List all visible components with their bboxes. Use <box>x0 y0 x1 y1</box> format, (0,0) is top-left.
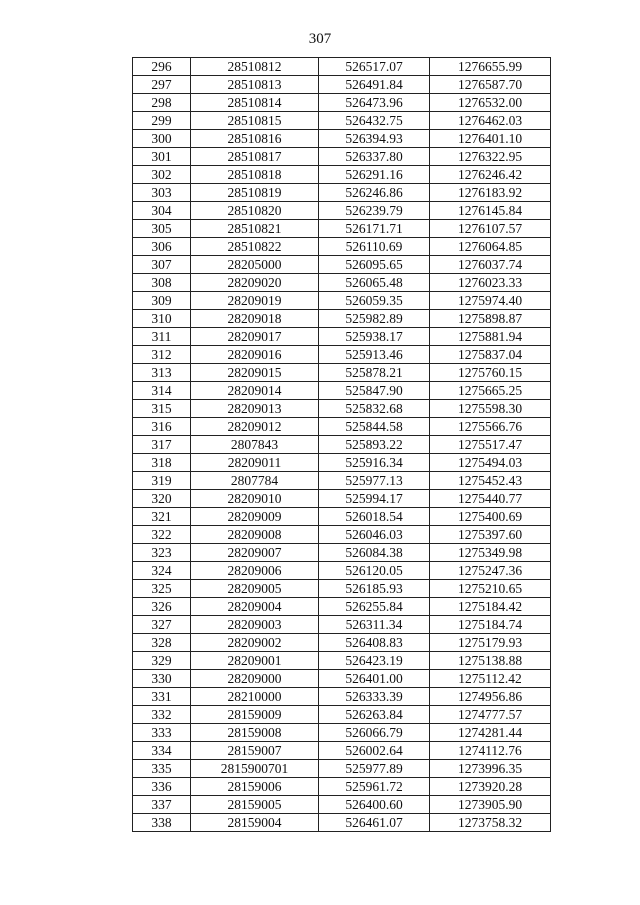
point-number-cell: 304 <box>133 202 191 220</box>
x-coordinate-cell: 526394.93 <box>319 130 430 148</box>
coordinates-table <box>132 57 551 832</box>
point-code-cell: 28209002 <box>191 634 319 652</box>
y-coordinate-cell: 1275566.76 <box>430 418 551 436</box>
point-code-cell: 28209020 <box>191 274 319 292</box>
point-number-cell: 317 <box>133 436 191 454</box>
x-coordinate-cell: 526065.48 <box>319 274 430 292</box>
x-coordinate-cell: 526473.96 <box>319 94 430 112</box>
point-code-cell: 28209000 <box>191 670 319 688</box>
point-code-cell: 28510812 <box>191 58 319 76</box>
table-row <box>133 238 551 256</box>
x-coordinate-cell: 525893.22 <box>319 436 430 454</box>
point-number-cell: 313 <box>133 364 191 382</box>
point-code-cell: 28209009 <box>191 508 319 526</box>
x-coordinate-cell: 526263.84 <box>319 706 430 724</box>
y-coordinate-cell: 1275138.88 <box>430 652 551 670</box>
point-number-cell: 332 <box>133 706 191 724</box>
y-coordinate-cell: 1276064.85 <box>430 238 551 256</box>
y-coordinate-cell: 1275760.15 <box>430 364 551 382</box>
x-coordinate-cell: 526491.84 <box>319 76 430 94</box>
table-row <box>133 418 551 436</box>
table-row <box>133 310 551 328</box>
point-number-cell: 307 <box>133 256 191 274</box>
table-row <box>133 166 551 184</box>
point-code-cell: 28159008 <box>191 724 319 742</box>
point-number-cell: 297 <box>133 76 191 94</box>
point-code-cell: 28159004 <box>191 814 319 832</box>
table-row <box>133 688 551 706</box>
point-number-cell: 316 <box>133 418 191 436</box>
point-code-cell: 28209018 <box>191 310 319 328</box>
point-code-cell: 28510817 <box>191 148 319 166</box>
point-code-cell: 28209011 <box>191 454 319 472</box>
table-row <box>133 112 551 130</box>
coordinates-table-body <box>133 58 551 832</box>
point-number-cell: 310 <box>133 310 191 328</box>
y-coordinate-cell: 1275184.74 <box>430 616 551 634</box>
table-row <box>133 328 551 346</box>
x-coordinate-cell: 525977.13 <box>319 472 430 490</box>
point-code-cell: 28209019 <box>191 292 319 310</box>
point-code-cell: 28209003 <box>191 616 319 634</box>
y-coordinate-cell: 1273920.28 <box>430 778 551 796</box>
point-number-cell: 312 <box>133 346 191 364</box>
x-coordinate-cell: 526333.39 <box>319 688 430 706</box>
point-code-cell: 28209013 <box>191 400 319 418</box>
x-coordinate-cell: 526400.60 <box>319 796 430 814</box>
y-coordinate-cell: 1275184.42 <box>430 598 551 616</box>
x-coordinate-cell: 526066.79 <box>319 724 430 742</box>
x-coordinate-cell: 526311.34 <box>319 616 430 634</box>
point-code-cell: 28159005 <box>191 796 319 814</box>
point-number-cell: 337 <box>133 796 191 814</box>
point-code-cell: 28159007 <box>191 742 319 760</box>
y-coordinate-cell: 1276322.95 <box>430 148 551 166</box>
y-coordinate-cell: 1274112.76 <box>430 742 551 760</box>
y-coordinate-cell: 1275179.93 <box>430 634 551 652</box>
point-number-cell: 331 <box>133 688 191 706</box>
x-coordinate-cell: 526120.05 <box>319 562 430 580</box>
y-coordinate-cell: 1275349.98 <box>430 544 551 562</box>
y-coordinate-cell: 1276655.99 <box>430 58 551 76</box>
point-number-cell: 338 <box>133 814 191 832</box>
y-coordinate-cell: 1276107.57 <box>430 220 551 238</box>
y-coordinate-cell: 1275210.65 <box>430 580 551 598</box>
x-coordinate-cell: 526517.07 <box>319 58 430 76</box>
y-coordinate-cell: 1276462.03 <box>430 112 551 130</box>
point-code-cell: 2807784 <box>191 472 319 490</box>
point-number-cell: 335 <box>133 760 191 778</box>
point-code-cell: 28209016 <box>191 346 319 364</box>
point-code-cell: 28209017 <box>191 328 319 346</box>
y-coordinate-cell: 1275974.40 <box>430 292 551 310</box>
y-coordinate-cell: 1274281.44 <box>430 724 551 742</box>
point-number-cell: 330 <box>133 670 191 688</box>
point-code-cell: 28209012 <box>191 418 319 436</box>
point-code-cell: 28510814 <box>191 94 319 112</box>
point-code-cell: 28510819 <box>191 184 319 202</box>
table-row <box>133 760 551 778</box>
y-coordinate-cell: 1275494.03 <box>430 454 551 472</box>
y-coordinate-cell: 1275517.47 <box>430 436 551 454</box>
table-row <box>133 778 551 796</box>
y-coordinate-cell: 1275397.60 <box>430 526 551 544</box>
y-coordinate-cell: 1275598.30 <box>430 400 551 418</box>
point-code-cell: 28209008 <box>191 526 319 544</box>
table-row <box>133 256 551 274</box>
table-row <box>133 598 551 616</box>
table-row <box>133 58 551 76</box>
point-code-cell: 28209005 <box>191 580 319 598</box>
table-row <box>133 274 551 292</box>
table-row <box>133 814 551 832</box>
x-coordinate-cell: 525916.34 <box>319 454 430 472</box>
point-code-cell: 28159009 <box>191 706 319 724</box>
point-number-cell: 308 <box>133 274 191 292</box>
x-coordinate-cell: 525961.72 <box>319 778 430 796</box>
table-row <box>133 400 551 418</box>
point-number-cell: 325 <box>133 580 191 598</box>
y-coordinate-cell: 1273996.35 <box>430 760 551 778</box>
table-row <box>133 652 551 670</box>
point-number-cell: 296 <box>133 58 191 76</box>
y-coordinate-cell: 1275247.36 <box>430 562 551 580</box>
point-number-cell: 314 <box>133 382 191 400</box>
y-coordinate-cell: 1276401.10 <box>430 130 551 148</box>
point-code-cell: 28510815 <box>191 112 319 130</box>
point-number-cell: 321 <box>133 508 191 526</box>
table-row <box>133 94 551 112</box>
table-row <box>133 364 551 382</box>
point-code-cell: 28159006 <box>191 778 319 796</box>
y-coordinate-cell: 1273758.32 <box>430 814 551 832</box>
table-row <box>133 580 551 598</box>
table-row <box>133 382 551 400</box>
point-number-cell: 327 <box>133 616 191 634</box>
y-coordinate-cell: 1275400.69 <box>430 508 551 526</box>
point-number-cell: 306 <box>133 238 191 256</box>
y-coordinate-cell: 1276145.84 <box>430 202 551 220</box>
table-row <box>133 76 551 94</box>
table-row <box>133 346 551 364</box>
y-coordinate-cell: 1273905.90 <box>430 796 551 814</box>
point-code-cell: 2807843 <box>191 436 319 454</box>
x-coordinate-cell: 525844.58 <box>319 418 430 436</box>
y-coordinate-cell: 1274777.57 <box>430 706 551 724</box>
x-coordinate-cell: 526185.93 <box>319 580 430 598</box>
point-number-cell: 298 <box>133 94 191 112</box>
table-row <box>133 148 551 166</box>
point-number-cell: 311 <box>133 328 191 346</box>
point-code-cell: 28510816 <box>191 130 319 148</box>
x-coordinate-cell: 526239.79 <box>319 202 430 220</box>
x-coordinate-cell: 525832.68 <box>319 400 430 418</box>
table-row <box>133 526 551 544</box>
x-coordinate-cell: 525847.90 <box>319 382 430 400</box>
table-row <box>133 508 551 526</box>
y-coordinate-cell: 1276037.74 <box>430 256 551 274</box>
point-number-cell: 328 <box>133 634 191 652</box>
x-coordinate-cell: 526461.07 <box>319 814 430 832</box>
y-coordinate-cell: 1275452.43 <box>430 472 551 490</box>
x-coordinate-cell: 526110.69 <box>319 238 430 256</box>
y-coordinate-cell: 1275440.77 <box>430 490 551 508</box>
x-coordinate-cell: 526046.03 <box>319 526 430 544</box>
point-number-cell: 318 <box>133 454 191 472</box>
point-number-cell: 334 <box>133 742 191 760</box>
x-coordinate-cell: 526255.84 <box>319 598 430 616</box>
point-number-cell: 322 <box>133 526 191 544</box>
x-coordinate-cell: 526423.19 <box>319 652 430 670</box>
point-number-cell: 315 <box>133 400 191 418</box>
point-number-cell: 324 <box>133 562 191 580</box>
table-row <box>133 472 551 490</box>
point-code-cell: 28209001 <box>191 652 319 670</box>
point-code-cell: 28510820 <box>191 202 319 220</box>
y-coordinate-cell: 1275898.87 <box>430 310 551 328</box>
point-code-cell: 28510821 <box>191 220 319 238</box>
x-coordinate-cell: 526018.54 <box>319 508 430 526</box>
point-code-cell: 28510822 <box>191 238 319 256</box>
table-row <box>133 220 551 238</box>
point-code-cell: 28209004 <box>191 598 319 616</box>
page-number: 307 <box>308 31 332 47</box>
y-coordinate-cell: 1275112.42 <box>430 670 551 688</box>
point-number-cell: 329 <box>133 652 191 670</box>
point-number-cell: 309 <box>133 292 191 310</box>
y-coordinate-cell: 1275837.04 <box>430 346 551 364</box>
point-number-cell: 326 <box>133 598 191 616</box>
x-coordinate-cell: 526337.80 <box>319 148 430 166</box>
table-row <box>133 616 551 634</box>
x-coordinate-cell: 526291.16 <box>319 166 430 184</box>
point-number-cell: 301 <box>133 148 191 166</box>
point-code-cell: 28209015 <box>191 364 319 382</box>
table-row <box>133 562 551 580</box>
point-number-cell: 305 <box>133 220 191 238</box>
point-number-cell: 302 <box>133 166 191 184</box>
x-coordinate-cell: 525878.21 <box>319 364 430 382</box>
y-coordinate-cell: 1276587.70 <box>430 76 551 94</box>
y-coordinate-cell: 1276183.92 <box>430 184 551 202</box>
table-row <box>133 742 551 760</box>
y-coordinate-cell: 1276023.33 <box>430 274 551 292</box>
y-coordinate-cell: 1275881.94 <box>430 328 551 346</box>
table-row <box>133 724 551 742</box>
table-row <box>133 544 551 562</box>
table-row <box>133 490 551 508</box>
x-coordinate-cell: 526059.35 <box>319 292 430 310</box>
table-row <box>133 436 551 454</box>
x-coordinate-cell: 526002.64 <box>319 742 430 760</box>
table-row <box>133 292 551 310</box>
point-number-cell: 333 <box>133 724 191 742</box>
table-row <box>133 454 551 472</box>
x-coordinate-cell: 525994.17 <box>319 490 430 508</box>
y-coordinate-cell: 1276532.00 <box>430 94 551 112</box>
point-number-cell: 299 <box>133 112 191 130</box>
x-coordinate-cell: 526171.71 <box>319 220 430 238</box>
point-code-cell: 28205000 <box>191 256 319 274</box>
point-number-cell: 319 <box>133 472 191 490</box>
x-coordinate-cell: 525982.89 <box>319 310 430 328</box>
point-code-cell: 28510818 <box>191 166 319 184</box>
x-coordinate-cell: 526246.86 <box>319 184 430 202</box>
table-row <box>133 130 551 148</box>
x-coordinate-cell: 525938.17 <box>319 328 430 346</box>
table-row <box>133 706 551 724</box>
point-code-cell: 28209006 <box>191 562 319 580</box>
x-coordinate-cell: 525913.46 <box>319 346 430 364</box>
table-row <box>133 796 551 814</box>
x-coordinate-cell: 526095.65 <box>319 256 430 274</box>
table-row <box>133 184 551 202</box>
point-number-cell: 320 <box>133 490 191 508</box>
point-number-cell: 323 <box>133 544 191 562</box>
x-coordinate-cell: 526084.38 <box>319 544 430 562</box>
table-row <box>133 202 551 220</box>
point-code-cell: 28510813 <box>191 76 319 94</box>
table-row <box>133 670 551 688</box>
x-coordinate-cell: 526432.75 <box>319 112 430 130</box>
point-code-cell: 28209014 <box>191 382 319 400</box>
point-code-cell: 28209010 <box>191 490 319 508</box>
x-coordinate-cell: 526408.83 <box>319 634 430 652</box>
point-code-cell: 28209007 <box>191 544 319 562</box>
point-code-cell: 28210000 <box>191 688 319 706</box>
table-row <box>133 634 551 652</box>
y-coordinate-cell: 1276246.42 <box>430 166 551 184</box>
x-coordinate-cell: 525977.89 <box>319 760 430 778</box>
point-number-cell: 300 <box>133 130 191 148</box>
x-coordinate-cell: 526401.00 <box>319 670 430 688</box>
y-coordinate-cell: 1275665.25 <box>430 382 551 400</box>
y-coordinate-cell: 1274956.86 <box>430 688 551 706</box>
point-code-cell: 2815900701 <box>191 760 319 778</box>
point-number-cell: 336 <box>133 778 191 796</box>
point-number-cell: 303 <box>133 184 191 202</box>
